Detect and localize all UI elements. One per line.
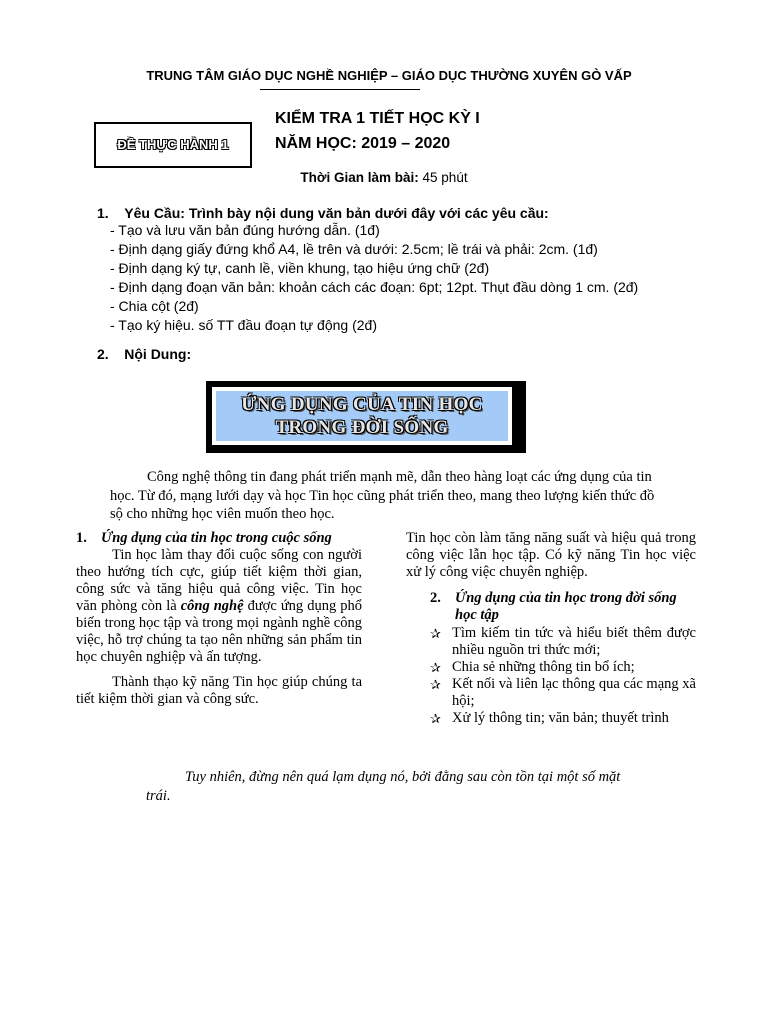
section2-heading bbox=[430, 590, 696, 624]
requirement-item: - Định dạng đoạn văn bản: khoản cách các đoạn: 6pt; 12pt. Thụt đầu dòng 1 cm. (2đ) bbox=[110, 279, 639, 295]
star-bullet-icon: ✰ bbox=[430, 660, 441, 675]
paragraph-text: được ứng dụng phổ biến trong học tập và trong mọi ngành nghề công việc, hỗ trợ chúng ta tạo nên những sản phẩm tin học chuyên nghiệp và ấn tượng. bbox=[76, 598, 362, 665]
banner-line2: TRONG ĐỜI SỐNG bbox=[275, 417, 449, 438]
requirement-item: - Tạo ký hiệu. số TT đầu đoạn tự động (2đ) bbox=[110, 317, 377, 333]
requirement-item: - Tạo và lưu văn bản đúng hướng dẫn. (1đ) bbox=[110, 222, 380, 238]
paragraph-text: Tin học làm thay đổi cuộc sống con người theo hướng tích cực, giúp tiết kiệm thời gian, công sức và tăng hiệu quả công việc. Tin học văn phòng còn là bbox=[76, 547, 362, 614]
section2-title: Ứng dụng của tin học trong đời sống học tập bbox=[455, 590, 677, 623]
banner-title bbox=[216, 393, 508, 439]
exam-title-line1: KIỂM TRA 1 TIẾT HỌC KỲ I bbox=[275, 110, 480, 127]
bullet-text: Tìm kiếm tin tức và hiểu biết thêm được nhiều nguồn tri thức mới; bbox=[452, 625, 696, 658]
content-heading bbox=[97, 346, 191, 362]
section2-bullet-list bbox=[430, 625, 696, 727]
list-item bbox=[430, 710, 696, 727]
star-bullet-icon: ✰ bbox=[430, 626, 441, 641]
section1-title: Ứng dụng của tin học trong cuộc sống bbox=[101, 530, 332, 546]
requirements-title: Yêu Cầu: Trình bày nội dung văn bản dưới đây với các yêu cầu: bbox=[124, 205, 549, 221]
requirement-item: - Định dạng giấy đứng khổ A4, lề trên và dưới: 2.5cm; lề trái và phải: 2cm. (1đ) bbox=[110, 241, 598, 257]
banner-line1: ỨNG DỤNG CỦA TIN HỌC bbox=[241, 394, 483, 415]
intro-paragraph: Công nghệ thông tin đang phát triển mạnh mẽ, dẫn theo hàng loạt các ứng dụng của tin học. Từ đó, mạng lưới dạy và học Tin học cũng phát triển theo, mang theo lượng kiến thức đồ sộ cho những học viên muốn theo học. bbox=[110, 469, 655, 522]
exam-title-line2: NĂM HỌC: 2019 – 2020 bbox=[275, 135, 451, 152]
section1-paragraph1 bbox=[76, 547, 362, 666]
right-column bbox=[406, 530, 696, 727]
exam-stamp-box bbox=[94, 122, 252, 168]
star-bullet-icon: ✰ bbox=[430, 677, 441, 692]
list-item bbox=[430, 625, 696, 659]
section1-heading bbox=[76, 530, 362, 547]
requirement-item: - Chia cột (2đ) bbox=[110, 298, 199, 314]
requirements-heading bbox=[97, 205, 549, 221]
header-underline bbox=[260, 89, 420, 90]
exam-stamp-label: ĐỀ THỰC HÀNH 1 bbox=[117, 137, 229, 152]
list-item bbox=[430, 659, 696, 676]
requirements-list bbox=[110, 221, 638, 335]
bullet-text: Chia sẻ những thông tin bổ ích; bbox=[452, 659, 635, 675]
content-number: 2. bbox=[97, 346, 109, 362]
school-name: TRUNG TÂM GIÁO DỤC NGHỀ NGHIỆP – GIÁO DỤC THƯỜNG XUYÊN GÒ VẤP bbox=[146, 68, 632, 83]
requirements-number: 1. bbox=[97, 205, 109, 221]
exam-title bbox=[275, 106, 515, 156]
section1-number: 1. bbox=[76, 530, 87, 546]
left-column bbox=[76, 530, 362, 708]
star-bullet-icon: ✰ bbox=[430, 711, 441, 726]
exam-duration bbox=[0, 170, 768, 185]
duration-value: 45 phút bbox=[418, 170, 468, 185]
section1-paragraph3: Tin học còn làm tăng năng suất và hiệu quả trong công việc lẫn học tập. Có kỹ năng Tin học việc xử lý công việc chuyên nghiệp. bbox=[406, 530, 696, 580]
content-title: Nội Dung: bbox=[124, 346, 192, 362]
duration-label: Thời Gian làm bài: bbox=[300, 170, 419, 185]
requirement-item: - Định dạng ký tự, canh lề, viền khung, tạo hiệu ứng chữ (2đ) bbox=[110, 260, 490, 276]
section1-paragraph2: Thành thạo kỹ năng Tin học giúp chúng ta tiết kiệm thời gian và công sức. bbox=[76, 674, 362, 707]
emphasis-text: công nghệ bbox=[180, 598, 244, 614]
bullet-text: Xử lý thông tin; văn bản; thuyết trình bbox=[452, 710, 669, 726]
section2-number: 2. bbox=[430, 590, 441, 606]
bullet-text: Kết nối và liên lạc thông qua các mạng xã hội; bbox=[452, 676, 696, 709]
closing-remark: Tuy nhiên, đừng nên quá lạm dụng nó, bởi đằng sau còn tồn tại một số mặt trái. bbox=[146, 769, 621, 804]
list-item bbox=[430, 676, 696, 710]
